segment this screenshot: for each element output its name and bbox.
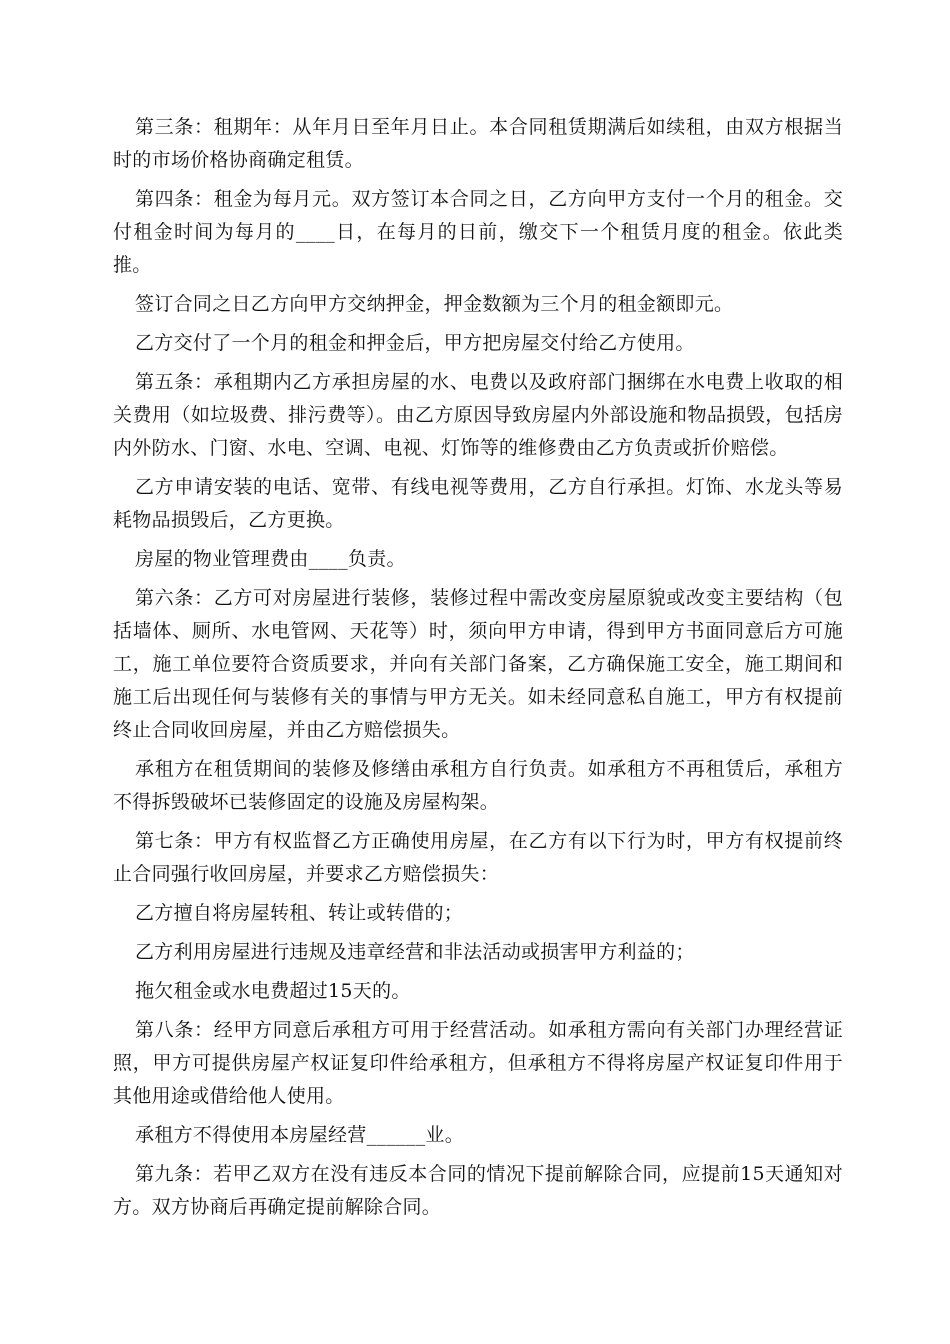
renovation-paragraph: 承租方在租赁期间的装修及修缮由承租方自行负责。如承租方不再租赁后，承租方不得拆毁破坏已装修固定的设施及房屋构架。	[113, 758, 843, 813]
arrears-item: 拖欠租金或水电费超过15天的。	[135, 980, 411, 1002]
clause-6-paragraph: 第六条：乙方可对房屋进行装修，装修过程中需改变房屋原貌或改变主要结构（包括墙体、厕所、水电管网、天花等）时，须向甲方申请，得到甲方书面同意后方可施工，施工单位要符合资质要求，并向有关部门备案，乙方确保施工安全，施工期间和施工后出现任何与装修有关的事情与甲方无关。如未经同意私自施工，甲方有权提前终止合同收回房屋，并由乙方赔偿损失。	[113, 587, 843, 741]
clause-9-paragraph: 第九条：若甲乙双方在没有违反本合同的情况下提前解除合同，应提前15天通知对方。双方协商后再确定提前解除合同。	[113, 1163, 843, 1218]
business-restriction-paragraph: 承租方不得使用本房屋经营______业。	[135, 1124, 465, 1146]
document-body	[113, 111, 843, 1230]
clause-5-paragraph: 第五条：承租期内乙方承担房屋的水、电费以及政府部门捆绑在水电费上收取的相关费用（如垃圾费、排污费等）。由乙方原因导致房屋内外部设施和物品损毁，包括房内外防水、门窗、水电、空调、电视、灯饰等的维修费由乙方负责或折价赔偿。	[113, 371, 843, 459]
clause-4-paragraph: 第四条：租金为每月元。双方签订本合同之日，乙方向甲方支付一个月的租金。交付租金时间为每月的____日，在每月的日前，缴交下一个租赁月度的租金。依此类推。	[113, 188, 843, 276]
clause-3-paragraph: 第三条：租期年：从年月日至年月日止。本合同租赁期满后如续租，由双方根据当时的市场价格协商确定租赁。	[113, 116, 843, 171]
installation-fees-paragraph: 乙方申请安装的电话、宽带、有线电视等费用，乙方自行承担。灯饰、水龙头等易耗物品损毁后，乙方更换。	[113, 476, 843, 531]
clause-7-paragraph: 第七条：甲方有权监督乙方正确使用房屋，在乙方有以下行为时，甲方有权提前终止合同强行收回房屋，并要求乙方赔偿损失：	[113, 830, 843, 885]
sublet-item: 乙方擅自将房屋转租、转让或转借的；	[135, 902, 464, 924]
clause-8-paragraph: 第八条：经甲方同意后承租方可用于经营活动。如承租方需向有关部门办理经营证照，甲方可提供房屋产权证复印件给承租方，但承租方不得将房屋产权证复印件用于其他用途或借给他人使用。	[113, 1019, 843, 1107]
handover-paragraph: 乙方交付了一个月的租金和押金后，甲方把房屋交付给乙方使用。	[135, 332, 695, 354]
illegal-use-item: 乙方利用房屋进行违规及违章经营和非法活动或损害甲方利益的；	[135, 941, 695, 963]
property-fee-paragraph: 房屋的物业管理费由____负责。	[135, 548, 406, 570]
deposit-paragraph: 签订合同之日乙方向甲方交纳押金，押金数额为三个月的租金额即元。	[135, 293, 734, 315]
